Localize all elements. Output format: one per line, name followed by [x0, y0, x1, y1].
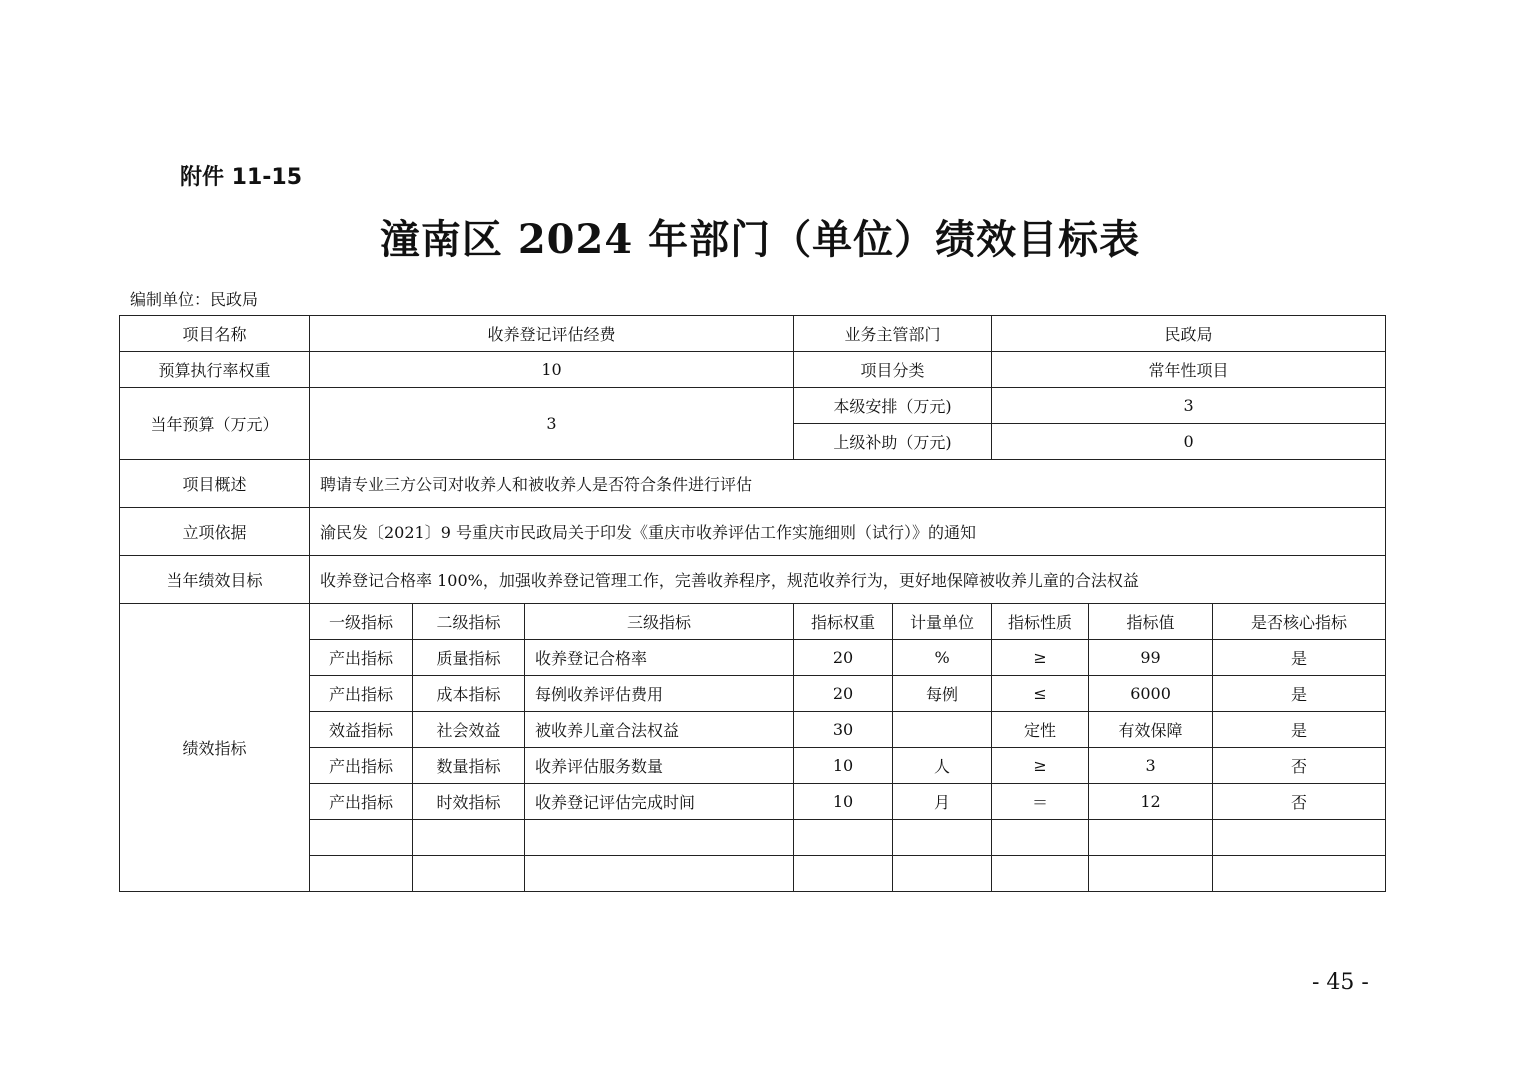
empty-cell [525, 820, 794, 856]
indicator-unit: 人 [893, 748, 992, 784]
indicator-value: 6000 [1089, 676, 1213, 712]
header-nature: 指标性质 [992, 604, 1089, 640]
page-title: 潼南区 2024 年部门（单位）绩效目标表 [379, 216, 1141, 263]
indicator-header-row [120, 604, 1386, 640]
indicator-unit: 每例 [893, 676, 992, 712]
indicator-row [120, 748, 1386, 784]
indicator-level1: 效益指标 [310, 712, 413, 748]
indicator-row-empty [120, 856, 1386, 892]
indicator-value: 99 [1089, 640, 1213, 676]
indicator-core: 是 [1213, 712, 1386, 748]
indicator-row [120, 784, 1386, 820]
basis-label: 立项依据 [120, 508, 310, 556]
empty-cell [794, 856, 893, 892]
project-name-value: 收养登记评估经费 [310, 316, 794, 352]
indicators-section-label: 绩效指标 [120, 604, 310, 892]
performance-target-table [119, 315, 1386, 892]
indicator-weight: 20 [794, 676, 893, 712]
goal-label: 当年绩效目标 [120, 556, 310, 604]
empty-cell [794, 820, 893, 856]
indicator-level1: 产出指标 [310, 640, 413, 676]
indicator-level2: 质量指标 [413, 640, 525, 676]
empty-cell [992, 820, 1089, 856]
indicator-level1: 产出指标 [310, 748, 413, 784]
indicator-level2: 社会效益 [413, 712, 525, 748]
indicator-nature: ≥ [992, 640, 1089, 676]
empty-cell [413, 856, 525, 892]
indicator-nature: ≤ [992, 676, 1089, 712]
empty-cell [893, 820, 992, 856]
indicator-level1: 产出指标 [310, 676, 413, 712]
overview-label: 项目概述 [120, 460, 310, 508]
row-overview [120, 460, 1386, 508]
indicator-level2: 数量指标 [413, 748, 525, 784]
header-level2: 二级指标 [413, 604, 525, 640]
dept-label: 业务主管部门 [794, 316, 992, 352]
indicator-value: 3 [1089, 748, 1213, 784]
indicator-core: 否 [1213, 748, 1386, 784]
indicator-weight: 30 [794, 712, 893, 748]
indicator-nature: 定性 [992, 712, 1089, 748]
header-core: 是否核心指标 [1213, 604, 1386, 640]
empty-cell [310, 856, 413, 892]
indicator-level3: 每例收养评估费用 [525, 676, 794, 712]
header-value: 指标值 [1089, 604, 1213, 640]
compiling-unit: 编制单位：民政局 [130, 290, 259, 309]
indicator-level2: 成本指标 [413, 676, 525, 712]
indicator-level3: 收养评估服务数量 [525, 748, 794, 784]
empty-cell [893, 856, 992, 892]
indicator-row [120, 676, 1386, 712]
overview-value: 聘请专业三方公司对收养人和被收养人是否符合条件进行评估 [310, 460, 1386, 508]
indicator-unit: % [893, 640, 992, 676]
category-label: 项目分类 [794, 352, 992, 388]
exec-weight-label: 预算执行率权重 [120, 352, 310, 388]
indicator-weight: 20 [794, 640, 893, 676]
indicator-level2: 时效指标 [413, 784, 525, 820]
indicator-value: 有效保障 [1089, 712, 1213, 748]
indicator-weight: 10 [794, 784, 893, 820]
dept-value: 民政局 [992, 316, 1386, 352]
indicator-row-empty [120, 820, 1386, 856]
header-level1: 一级指标 [310, 604, 413, 640]
subsidy-label: 上级补助（万元) [794, 424, 992, 460]
empty-cell [1089, 820, 1213, 856]
budget-label: 当年预算（万元） [120, 388, 310, 460]
exec-weight-value: 10 [310, 352, 794, 388]
budget-value: 3 [310, 388, 794, 460]
empty-cell [525, 856, 794, 892]
empty-cell [1213, 820, 1386, 856]
indicator-unit: 月 [893, 784, 992, 820]
empty-cell [992, 856, 1089, 892]
indicator-nature: ＝ [992, 784, 1089, 820]
local-label: 本级安排（万元) [794, 388, 992, 424]
row-goal [120, 556, 1386, 604]
row-project-name [120, 316, 1386, 352]
indicator-level1: 产出指标 [310, 784, 413, 820]
indicator-unit [893, 712, 992, 748]
empty-cell [310, 820, 413, 856]
project-name-label: 项目名称 [120, 316, 310, 352]
basis-value: 渝民发〔2021〕9 号重庆市民政局关于印发《重庆市收养评估工作实施细则（试行）》的通知 [310, 508, 1386, 556]
indicator-value: 12 [1089, 784, 1213, 820]
indicator-core: 是 [1213, 640, 1386, 676]
page-number: - 45 - [1312, 970, 1369, 995]
category-value: 常年性项目 [992, 352, 1386, 388]
indicator-weight: 10 [794, 748, 893, 784]
row-exec-weight [120, 352, 1386, 388]
indicator-level3: 收养登记评估完成时间 [525, 784, 794, 820]
subsidy-value: 0 [992, 424, 1386, 460]
indicator-core: 否 [1213, 784, 1386, 820]
empty-cell [1213, 856, 1386, 892]
header-weight: 指标权重 [794, 604, 893, 640]
indicator-level3: 被收养儿童合法权益 [525, 712, 794, 748]
indicator-row [120, 640, 1386, 676]
empty-cell [1089, 856, 1213, 892]
indicator-core: 是 [1213, 676, 1386, 712]
row-basis [120, 508, 1386, 556]
attachment-label: 附件 11-15 [180, 165, 303, 190]
indicator-nature: ≥ [992, 748, 1089, 784]
goal-value: 收养登记合格率 100%，加强收养登记管理工作，完善收养程序，规范收养行为，更好地保障被收养儿童的合法权益 [310, 556, 1386, 604]
indicator-level3: 收养登记合格率 [525, 640, 794, 676]
indicator-row [120, 712, 1386, 748]
empty-cell [413, 820, 525, 856]
header-unit: 计量单位 [893, 604, 992, 640]
row-budget [120, 388, 1386, 424]
local-value: 3 [992, 388, 1386, 424]
header-level3: 三级指标 [525, 604, 794, 640]
